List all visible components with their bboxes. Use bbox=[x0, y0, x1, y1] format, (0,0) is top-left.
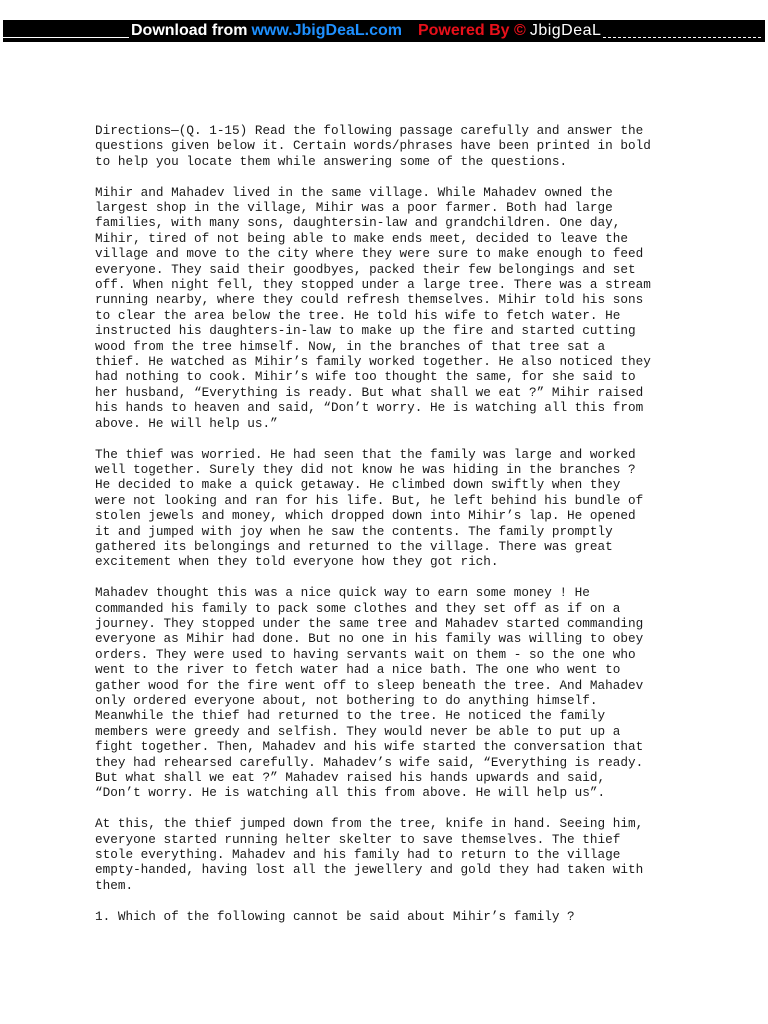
question-1: 1. Which of the following cannot be said about Mihir’s family ? bbox=[95, 908, 575, 924]
directions-text: Directions—(Q. 1-15) Read the following passage carefully and answer the questions given below it. Certain words/phrases have been printed in bold to help you locate them while answering some of the questions. bbox=[95, 123, 651, 169]
passage-paragraph-2: The thief was worried. He had seen that the family was large and worked well together. Surely they did not know he was hiding in the branches ? He decided to make a quick getaway. He climbed down swiftly when they were not looking and ran for his life. But, he left behind his bundle of stolen jewels and money, which dropped down into Mihir’s lap. He opened it and jumped with joy when he saw the contents. The family promptly gathered its belongings and returned to the village. There was great excitement when they told everyone how they got rich. bbox=[95, 446, 644, 570]
passage-paragraph-1: Mihir and Mahadev lived in the same village. While Mahadev owned the largest shop in the village, Mihir was a poor farmer. Both had large families, with many sons, daughtersin-law and grandchildren. One day, Mihir, tired of not being able to make ends meet, decided to leave the village and move to the city where they were sure to make enough to feed everyone. They said their goodbyes, packed their few belongings and set off. When night fell, they stopped under a large tree. There was a stream running nearby, where they could refresh themselves. Mihir told his sons to clear the area below the tree. He told his wife to fetch water. He instructed his daughters-in-law to make up the fire and started cutting wood from the tree himself. Now, in the branches of that tree sat a thief. He watched as Mihir’s family worked together. He also noticed they had nothing to cook. Mihir’s wife too thought the same, for she said to her husband, “Everything is ready. But what shall we eat ?” Mihir raised his hands to heaven and said, “Don’t worry. He is watching all this from above. He will help us.” bbox=[95, 184, 651, 431]
banner-leading-rule bbox=[3, 25, 129, 38]
banner-download-from: Download from bbox=[131, 22, 248, 39]
banner-trailing-rule bbox=[603, 25, 761, 38]
banner-brand-logo: JbigDeaL bbox=[529, 22, 602, 39]
banner-powered-by: Powered By © bbox=[417, 22, 526, 39]
passage-paragraph-4: At this, the thief jumped down from the tree, knife in hand. Seeing him, everyone started running helter skelter to save themselves. The thief stole everything. Mahadev and his family had to return to the village empty-handed, having lost all the jewellery and gold they had taken with them. bbox=[95, 816, 644, 893]
passage-document bbox=[95, 123, 685, 939]
banner-site-link[interactable]: www.JbigDeaL.com bbox=[251, 22, 402, 39]
passage-paragraph-3: Mahadev thought this was a nice quick way to earn some money ! He commanded his family to pack some clothes and they set off as if on a journey. They stopped under the same tree and Mahadev started commanding everyone as Mihir had done. But no one in his family was willing to obey orders. They were used to having servants wait on them - so the one who went to the river to fetch water had a nice bath. The one who went to gather wood for the fire went off to sleep beneath the tree. And Mahadev only ordered everyone about, not bothering to do anything himself. Meanwhile the thief had returned to the tree. He noticed the family members were greedy and selfish. They would never be able to put up a fight together. Then, Mahadev and his wife started the conversation that they had rehearsed carefully. Mahadev’s wife said, “Everything is ready. But what shall we eat ?” Mahadev raised his hands upwards and said, “Don’t worry. He is watching all this from above. He will help us”. bbox=[95, 585, 644, 801]
download-banner bbox=[3, 20, 765, 42]
